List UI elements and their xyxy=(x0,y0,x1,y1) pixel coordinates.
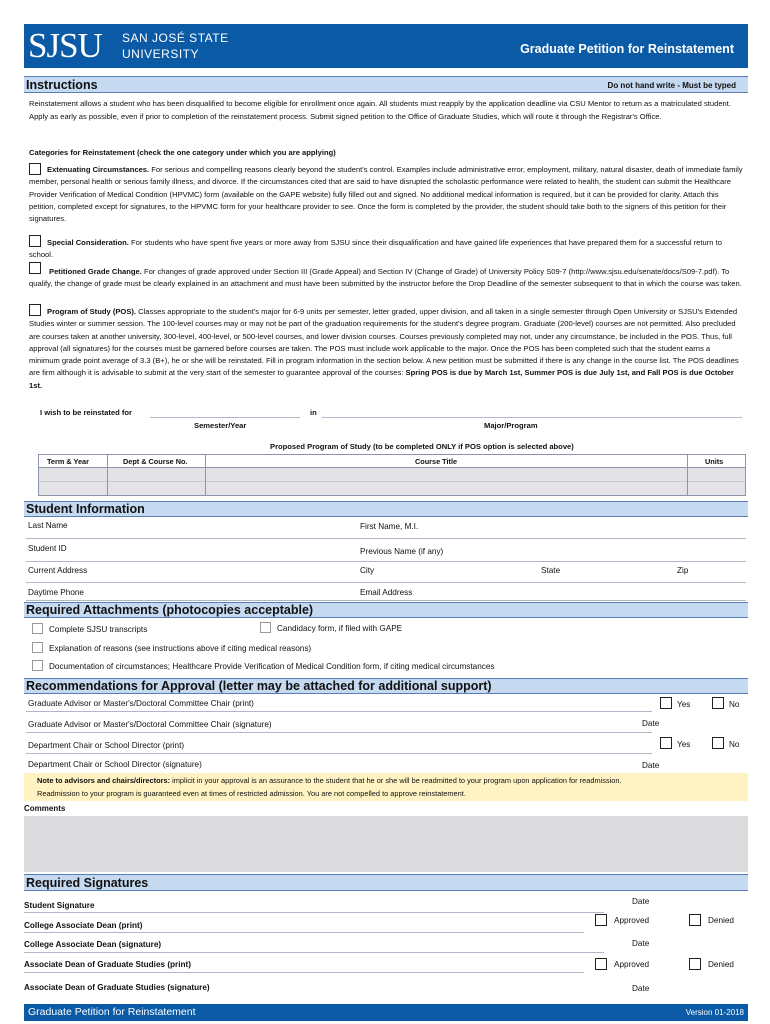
instructions-heading: Instructions xyxy=(26,78,98,92)
note-text: implicit in your approval is an assurance to the student that he or she will be readmitted to your program upon application for readmission. xyxy=(170,776,622,785)
cat3-text: For changes of grade approved under Section III (Grade Appeal) and Section IV (Change of Grade) of University Policy S09-7 (http://www.sjsu.edu/senate/docs/S09-7.pdf). To qualify, the change of grade must be clearly explained in an attachment and must have been submitted by the instructor before the Drop Deadline of the semester subsequent to that in which the course was taken. xyxy=(29,267,742,289)
city-label: City xyxy=(360,566,375,575)
student-id-field[interactable] xyxy=(26,561,746,562)
advisor-print-label: Graduate Advisor or Master's/Doctoral Committee Chair (print) xyxy=(28,699,254,708)
comments-label: Comments xyxy=(24,804,66,813)
cat2-text: For students who have spent five years or more away from SJSU since their disqualification and have gained life experiences that have prepared them for a successful return to school. xyxy=(29,238,722,260)
advisor-no-label: No xyxy=(729,700,740,709)
cat4-deadlines: Spring POS is due by March 1st, Summer POS is due July 1st, and Fall POS is due October 1st. xyxy=(29,368,734,390)
checkbox-cad-denied[interactable] xyxy=(689,914,701,926)
attachments-bar xyxy=(24,602,748,618)
first-name-label: First Name, M.I. xyxy=(360,522,419,531)
category-pos xyxy=(29,306,743,392)
last-name-label: Last Name xyxy=(28,521,68,530)
adgs-print-field[interactable] xyxy=(24,972,584,973)
logo-line1: SAN JOSÉ STATE xyxy=(122,31,229,45)
cad-sig-field[interactable] xyxy=(24,952,604,953)
chair-print-field[interactable] xyxy=(26,753,652,754)
checkbox-advisor-yes[interactable] xyxy=(660,697,672,709)
footer-title: Graduate Petition for Reinstatement xyxy=(28,1006,196,1018)
checkbox-advisor-no[interactable] xyxy=(712,697,724,709)
last-name-field[interactable] xyxy=(26,538,746,539)
instructions-bar xyxy=(24,76,748,93)
recommendations-heading: Recommendations for Approval (letter may be attached for additional support) xyxy=(26,679,492,693)
cat1-text: For serious and compelling reasons clearly beyond the student's control. Examples include administrative error, employment, military, natural disaster, death of immediate family member, personal health or serious family illness, and divorce. If the circumstances cited that are said to have disrupted the scholastic performance were related to health, the student can submit the Healthcare Provider Verification of Medical Condition (HPVMC) form (available on the GAPE website) fully filled out and signed. No additional medical information is required, but it can be provided for clarity. Attach this petition, completed except for signatures, to the HPVMC form for your healthcare provider to see. Once the form is completed by the provider, the student should take both to the signers of this petition for their signatures. xyxy=(29,165,743,224)
pos-row[interactable] xyxy=(39,468,745,482)
semester-year-field[interactable] xyxy=(150,417,300,418)
categories-heading: Categories for Reinstatement (check the one category under which you are applying) xyxy=(29,148,336,157)
cad-print-field[interactable] xyxy=(24,932,584,933)
cat4-title: Program of Study (POS). xyxy=(47,307,137,316)
advisor-sig-field[interactable] xyxy=(26,732,652,733)
note-bold: Note to advisors and chairs/directors: xyxy=(37,776,171,785)
explanation-label: Explanation of reasons (see instructions above if citing medical reasons) xyxy=(49,644,312,653)
checkbox-cad-approved[interactable] xyxy=(595,914,607,926)
chair-yes-label: Yes xyxy=(677,740,691,749)
checkbox-documentation[interactable] xyxy=(32,660,43,671)
advisor-date-label: Date xyxy=(642,719,660,728)
advisor-print-field[interactable] xyxy=(26,711,652,712)
comments-field[interactable] xyxy=(24,816,748,872)
student-info-bar xyxy=(24,501,748,517)
adgs-print-label: Associate Dean of Graduate Studies (print) xyxy=(24,960,191,969)
state-label: State xyxy=(541,566,561,575)
cat1-title: Extenuating Circumstances. xyxy=(47,165,150,174)
pos-divider xyxy=(107,455,108,495)
advisor-note-line2: Readmission to your program is guaranteed even at times of restricted admission. You are not compelled to approve reinstatement. xyxy=(37,789,466,798)
cad-print-label: College Associate Dean (print) xyxy=(24,921,143,930)
category-special xyxy=(29,237,743,262)
cat4-text: Classes appropriate to the student's major for 6-9 units per semester, letter graded, upper division, and all taken in a single semester through Open University or SJSU's Extended Studies winter or summer session. The 100-level courses may or may not be part of the graduation requirements for the student's degree program. Graduate (200-level) courses are not permitted. Also precluded are courses taken at another university, 300-level, 400-level, or 500-level courses, and lower division courses. Courses previously completed may not, under any circumstance, be included in the POS. Thus, full approval (all signatures) for the courses must be garnered before courses are taken. The POS must include work applicable to the major. Once the POS has been completed such that the student earns a minimum grade point average of 3.3 (B+), he or she will be reinstated. Fill in program information in the section below. A new petition must be submitted if there is any change in the course list. The POS deadlines are firm although it is advisable to submit at the very start of the semester to guarantee approval of the courses: xyxy=(29,307,739,378)
student-info-heading: Student Information xyxy=(26,502,145,516)
footer-bar xyxy=(24,1004,748,1021)
footer-version: Version 01-2018 xyxy=(685,1008,744,1017)
instructions-body xyxy=(29,97,743,123)
advisor-note xyxy=(24,773,748,801)
transcripts-label: Complete SJSU transcripts xyxy=(49,625,148,634)
signatures-heading: Required Signatures xyxy=(26,876,149,890)
advisor-note-line1 xyxy=(37,776,622,786)
pos-caption: Proposed Program of Study (to be completed ONLY if POS option is selected above) xyxy=(270,442,574,451)
student-date-label: Date xyxy=(632,897,650,906)
advisor-sig-label: Graduate Advisor or Master's/Doctoral Committee Chair (signature) xyxy=(28,720,272,729)
cad-sig-label: College Associate Dean (signature) xyxy=(24,940,162,949)
major-program-field[interactable] xyxy=(322,417,742,418)
logo-line2: UNIVERSITY xyxy=(122,47,200,61)
documentation-label: Documentation of circumstances; Healthcare Provide Verification of Medical Condition form, if citing medical circumstances xyxy=(49,662,495,671)
attachments-heading: Required Attachments (photocopies acceptable) xyxy=(26,603,314,617)
form-title: Graduate Petition for Reinstatement xyxy=(520,42,734,56)
previous-name-label: Previous Name (if any) xyxy=(360,547,444,556)
no-handwrite-note: Do not hand write - Must be typed xyxy=(607,81,736,90)
chair-print-label: Department Chair or School Director (print) xyxy=(28,741,185,750)
intro-paragraph: Reinstatement allows a student who has been disqualified to become eligible for enrollment once again. All students must reapply by the application deadline via CSU Mentor to return as a matriculated student. Apply as early as possible, even if prior to completion of the reinstatement process. Submit signed petition to the Office of Graduate Studies, which will route it through the Registrar's Office. xyxy=(29,99,731,122)
adgs-sig-label: Associate Dean of Graduate Studies (signature) xyxy=(24,983,210,992)
address-field[interactable] xyxy=(26,582,746,583)
pos-col-title: Course Title xyxy=(415,457,458,466)
signatures-bar xyxy=(24,874,748,891)
candidacy-label: Candidacy form, if filed with GAPE xyxy=(277,624,403,633)
sjsu-logo xyxy=(28,26,248,66)
pos-header-row xyxy=(39,455,745,468)
student-sig-label: Student Signature xyxy=(24,901,95,910)
cad-denied-label: Denied xyxy=(708,916,734,925)
category-extenuating xyxy=(29,164,743,225)
checkbox-chair-no[interactable] xyxy=(712,737,724,749)
pos-col-term: Term & Year xyxy=(47,457,89,466)
current-address-label: Current Address xyxy=(28,566,88,575)
advisor-yes-label: Yes xyxy=(677,700,691,709)
pos-divider xyxy=(205,455,206,495)
pos-table xyxy=(38,454,746,496)
in-label: in xyxy=(310,408,317,417)
cat3-title: Petitioned Grade Change. xyxy=(49,267,142,276)
chair-sig-label: Department Chair or School Director (signature) xyxy=(28,760,202,769)
phone-field[interactable] xyxy=(26,600,746,601)
chair-no-label: No xyxy=(729,740,740,749)
checkbox-adgs-denied[interactable] xyxy=(689,958,701,970)
checkbox-explanation[interactable] xyxy=(32,642,43,653)
student-sig-field[interactable] xyxy=(24,912,604,913)
recommendations-bar xyxy=(24,678,748,694)
category-grade-change xyxy=(29,266,743,291)
zip-label: Zip xyxy=(677,566,689,575)
checkbox-transcripts[interactable] xyxy=(32,623,43,634)
cad-date-label: Date xyxy=(632,939,650,948)
student-id-label: Student ID xyxy=(28,544,67,553)
checkbox-chair-yes[interactable] xyxy=(660,737,672,749)
adgs-denied-label: Denied xyxy=(708,960,734,969)
adgs-approved-label: Approved xyxy=(614,960,650,969)
pos-divider xyxy=(687,455,688,495)
adgs-date-label: Date xyxy=(632,984,650,993)
cat2-title: Special Consideration. xyxy=(47,238,129,247)
header-bar xyxy=(24,24,748,68)
pos-col-dept: Dept & Course No. xyxy=(123,457,188,466)
daytime-phone-label: Daytime Phone xyxy=(28,588,84,597)
logo-mark: SJSU xyxy=(28,26,102,65)
cad-approved-label: Approved xyxy=(614,916,650,925)
checkbox-adgs-approved[interactable] xyxy=(595,958,607,970)
pos-row[interactable] xyxy=(39,482,745,495)
email-label: Email Address xyxy=(360,588,413,597)
chair-date-label: Date xyxy=(642,761,660,770)
pos-col-units: Units xyxy=(705,457,724,466)
semester-year-caption: Semester/Year xyxy=(194,421,247,430)
reinstate-label: I wish to be reinstated for xyxy=(40,408,132,417)
major-program-caption: Major/Program xyxy=(484,421,538,430)
checkbox-candidacy[interactable] xyxy=(260,622,271,633)
